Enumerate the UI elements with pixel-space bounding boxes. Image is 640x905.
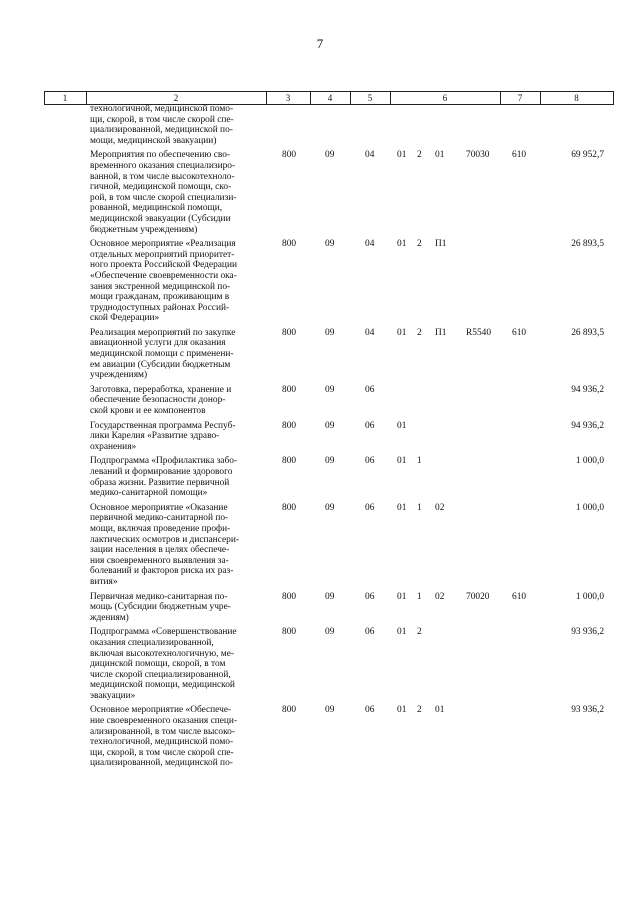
col-glava: 800 <box>282 150 297 161</box>
description-line: эвакуации» <box>90 690 136 701</box>
table-row <box>0 104 640 146</box>
col-podrazdel: 06 <box>365 420 375 431</box>
col-amount: 94 936,2 <box>571 420 604 431</box>
description-line: Мероприятия по обеспечению сво- <box>90 150 231 161</box>
description-line: ние своевременного оказания специ- <box>90 716 238 727</box>
description-line: ской Федерации» <box>90 313 160 324</box>
description-line: медицинской помощи с применени- <box>90 349 234 360</box>
description-line: Основное мероприятие «Оказание <box>90 502 228 513</box>
description-line: щи, скорой, в том числе скорой спе- <box>90 747 234 758</box>
page-number: 7 <box>316 36 324 51</box>
description-line: Заготовка, переработка, хранение и <box>90 384 232 395</box>
description-line: леваний и формирование здорового <box>90 467 233 477</box>
col-glava: 800 <box>282 327 297 338</box>
col-podrazdel: 06 <box>365 384 375 395</box>
col-target-subprogram: 2 <box>417 327 422 338</box>
description-line: болеваний и факторов риска их раз- <box>90 566 234 577</box>
description-line: технологичной, медицинской помо- <box>90 104 234 114</box>
description-line: Основное мероприятие «Обеспече- <box>90 705 232 716</box>
header-col-4: 4 <box>327 93 333 103</box>
description-line: дицинской помощи, скорой, в том <box>90 659 226 670</box>
col-razdel: 09 <box>325 502 335 513</box>
description-line: мощи, медицинской эвакуации) <box>90 135 217 146</box>
row-description <box>90 705 260 769</box>
table-row <box>0 328 640 381</box>
description-line: рой, в том числе скорой специализи- <box>90 192 237 203</box>
row-description <box>90 104 260 146</box>
col-target-program: 01 <box>397 420 407 431</box>
table-row <box>0 456 640 498</box>
col-amount: 94 936,2 <box>571 384 604 395</box>
col-target-direction: 70020 <box>466 591 490 602</box>
col-expense-type: 610 <box>512 591 527 602</box>
header-col-2: 2 <box>173 93 179 103</box>
col-target-program: 01 <box>397 627 407 638</box>
row-description <box>90 503 260 588</box>
table-row <box>0 627 640 701</box>
description-line: авиационной услуги для оказания <box>90 338 226 349</box>
description-line: охранения» <box>90 441 137 452</box>
col-glava: 800 <box>282 502 297 513</box>
table-row <box>0 150 640 235</box>
col-glava: 800 <box>282 384 297 395</box>
col-target-event: П1 <box>435 239 447 250</box>
col-amount: 26 893,5 <box>571 327 604 338</box>
col-razdel: 09 <box>325 327 335 338</box>
description-line: оказания специализированной, <box>90 637 214 648</box>
col-glava: 800 <box>282 591 297 602</box>
row-description <box>90 592 260 624</box>
description-line: обеспечение безопасности донор- <box>90 395 226 406</box>
col-target-subprogram: 2 <box>417 239 422 250</box>
col-podrazdel: 06 <box>365 502 375 513</box>
description-line: лики Карелия «Развитие здраво- <box>90 431 220 442</box>
col-podrazdel: 04 <box>365 150 375 161</box>
col-target-event: 02 <box>435 591 445 602</box>
table-body <box>0 104 640 773</box>
description-line: учреждениям) <box>90 370 148 381</box>
col-target-event: 01 <box>435 705 445 716</box>
description-line: числе скорой специализированной, <box>90 669 231 680</box>
description-line: ской крови и ее компонентов <box>90 406 206 417</box>
description-line: ния своевременного выявления за- <box>90 555 229 566</box>
col-podrazdel: 06 <box>365 591 375 602</box>
header-col-5: 5 <box>367 93 373 103</box>
col-glava: 800 <box>282 239 297 250</box>
col-razdel: 09 <box>325 239 335 250</box>
col-target-subprogram: 2 <box>417 627 422 638</box>
description-line: циализированной, медицинской по- <box>90 125 233 136</box>
description-line: лактических осмотров и диспансери- <box>90 534 239 545</box>
description-line: ализированной, в том числе высоко- <box>90 726 235 737</box>
row-description <box>90 239 260 324</box>
description-line: отдельных мероприятий приоритет- <box>90 249 235 260</box>
col-razdel: 09 <box>325 150 335 161</box>
col-target-program: 01 <box>397 150 407 161</box>
col-podrazdel: 06 <box>365 456 375 467</box>
col-glava: 800 <box>282 456 297 467</box>
col-target-direction: 70030 <box>466 150 490 161</box>
description-line: Основное мероприятие «Реализация <box>90 239 236 250</box>
description-line: включая высокотехнологичную, ме- <box>90 648 235 659</box>
header-col-6: 6 <box>442 93 448 103</box>
description-line: «Обеспечение своевременности ока- <box>90 270 237 281</box>
col-podrazdel: 04 <box>365 239 375 250</box>
description-line: Подпрограмма «Совершенствование <box>90 627 237 638</box>
col-target-program: 01 <box>397 705 407 716</box>
col-target-program: 01 <box>397 456 407 467</box>
col-razdel: 09 <box>325 627 335 638</box>
col-target-subprogram: 1 <box>417 456 422 467</box>
description-line: мощи гражданам, проживающим в <box>90 292 230 303</box>
description-line: временного оказания специализиро- <box>90 160 236 171</box>
table-header <box>44 91 614 105</box>
col-target-event: 01 <box>435 150 445 161</box>
description-line: ем авиации (Субсидии бюджетным <box>90 359 231 370</box>
table-row <box>0 592 640 624</box>
col-target-subprogram: 2 <box>417 150 422 161</box>
col-amount: 69 952,7 <box>571 150 604 161</box>
col-amount: 93 936,2 <box>571 627 604 638</box>
description-line: медицинской эвакуации (Субсидии <box>90 213 231 224</box>
description-line: Первичная медико-санитарная по- <box>90 591 228 602</box>
header-col-7: 7 <box>517 93 523 103</box>
description-line: ждениям) <box>90 612 129 623</box>
row-description <box>90 150 260 235</box>
col-razdel: 09 <box>325 420 335 431</box>
description-line: ного проекта Российской Федерации <box>90 260 237 271</box>
col-expense-type: 610 <box>512 327 527 338</box>
col-target-subprogram: 2 <box>417 705 422 716</box>
row-description <box>90 456 260 498</box>
col-target-event: П1 <box>435 327 447 338</box>
col-target-program: 01 <box>397 502 407 513</box>
description-line: технологичной, медицинской помо- <box>90 737 234 748</box>
description-line: Реализация мероприятий по закупке <box>90 327 236 338</box>
description-line: первичной медико-санитарной по- <box>90 513 229 524</box>
col-podrazdel: 04 <box>365 327 375 338</box>
col-podrazdel: 06 <box>365 705 375 716</box>
col-target-program: 01 <box>397 327 407 338</box>
description-line: зации населения в целях обеспече- <box>90 545 230 556</box>
table-row <box>0 385 640 417</box>
row-description <box>90 421 260 453</box>
row-description <box>90 328 260 381</box>
description-line: медицинской помощи, медицинской <box>90 680 235 691</box>
header-divider <box>613 92 614 104</box>
col-razdel: 09 <box>325 591 335 602</box>
description-line: вития» <box>90 576 118 587</box>
col-target-subprogram: 1 <box>417 591 422 602</box>
header-col-3: 3 <box>285 93 291 103</box>
description-line: бюджетным учреждениям) <box>90 224 198 235</box>
description-line: медико-санитарной помощи» <box>90 488 208 499</box>
col-target-program: 01 <box>397 239 407 250</box>
col-podrazdel: 06 <box>365 627 375 638</box>
col-amount: 1 000,0 <box>575 502 604 513</box>
col-amount: 1 000,0 <box>575 456 604 467</box>
col-amount: 93 936,2 <box>571 705 604 716</box>
col-glava: 800 <box>282 705 297 716</box>
row-description <box>90 385 260 417</box>
col-glava: 800 <box>282 627 297 638</box>
col-target-direction: R5540 <box>466 327 492 338</box>
col-expense-type: 610 <box>512 150 527 161</box>
description-line: гичной, медицинской помощи, ско- <box>90 182 232 193</box>
description-line: ванной, в том числе высокотехноло- <box>90 171 235 182</box>
col-target-event: 02 <box>435 502 445 513</box>
description-line: Государственная программа Респуб- <box>90 420 236 431</box>
table-row <box>0 503 640 588</box>
col-target-program: 01 <box>397 591 407 602</box>
description-line: Подпрограмма «Профилактика забо- <box>90 456 238 467</box>
description-line: мощь (Субсидии бюджетным учре- <box>90 602 231 613</box>
col-razdel: 09 <box>325 705 335 716</box>
description-line: щи, скорой, в том числе скорой спе- <box>90 114 234 125</box>
col-target-subprogram: 1 <box>417 502 422 513</box>
col-razdel: 09 <box>325 384 335 395</box>
header-col-8: 8 <box>574 93 579 103</box>
description-line: мощи, включая проведение профи- <box>90 523 231 534</box>
col-amount: 1 000,0 <box>575 591 604 602</box>
row-description <box>90 627 260 701</box>
col-razdel: 09 <box>325 456 335 467</box>
description-line: рованной, медицинской помощи, <box>90 203 223 214</box>
header-col-1: 1 <box>62 93 68 103</box>
col-glava: 800 <box>282 420 297 431</box>
col-amount: 26 893,5 <box>571 239 604 250</box>
description-line: труднодоступных районах Россий- <box>90 302 230 313</box>
table-row <box>0 705 640 769</box>
description-line: зания экстренной медицинской по- <box>90 281 231 292</box>
description-line: образа жизни. Развитие первичной <box>90 477 230 488</box>
description-line: циализированной, медицинской по- <box>90 758 233 769</box>
table-row <box>0 421 640 453</box>
table-row <box>0 239 640 324</box>
